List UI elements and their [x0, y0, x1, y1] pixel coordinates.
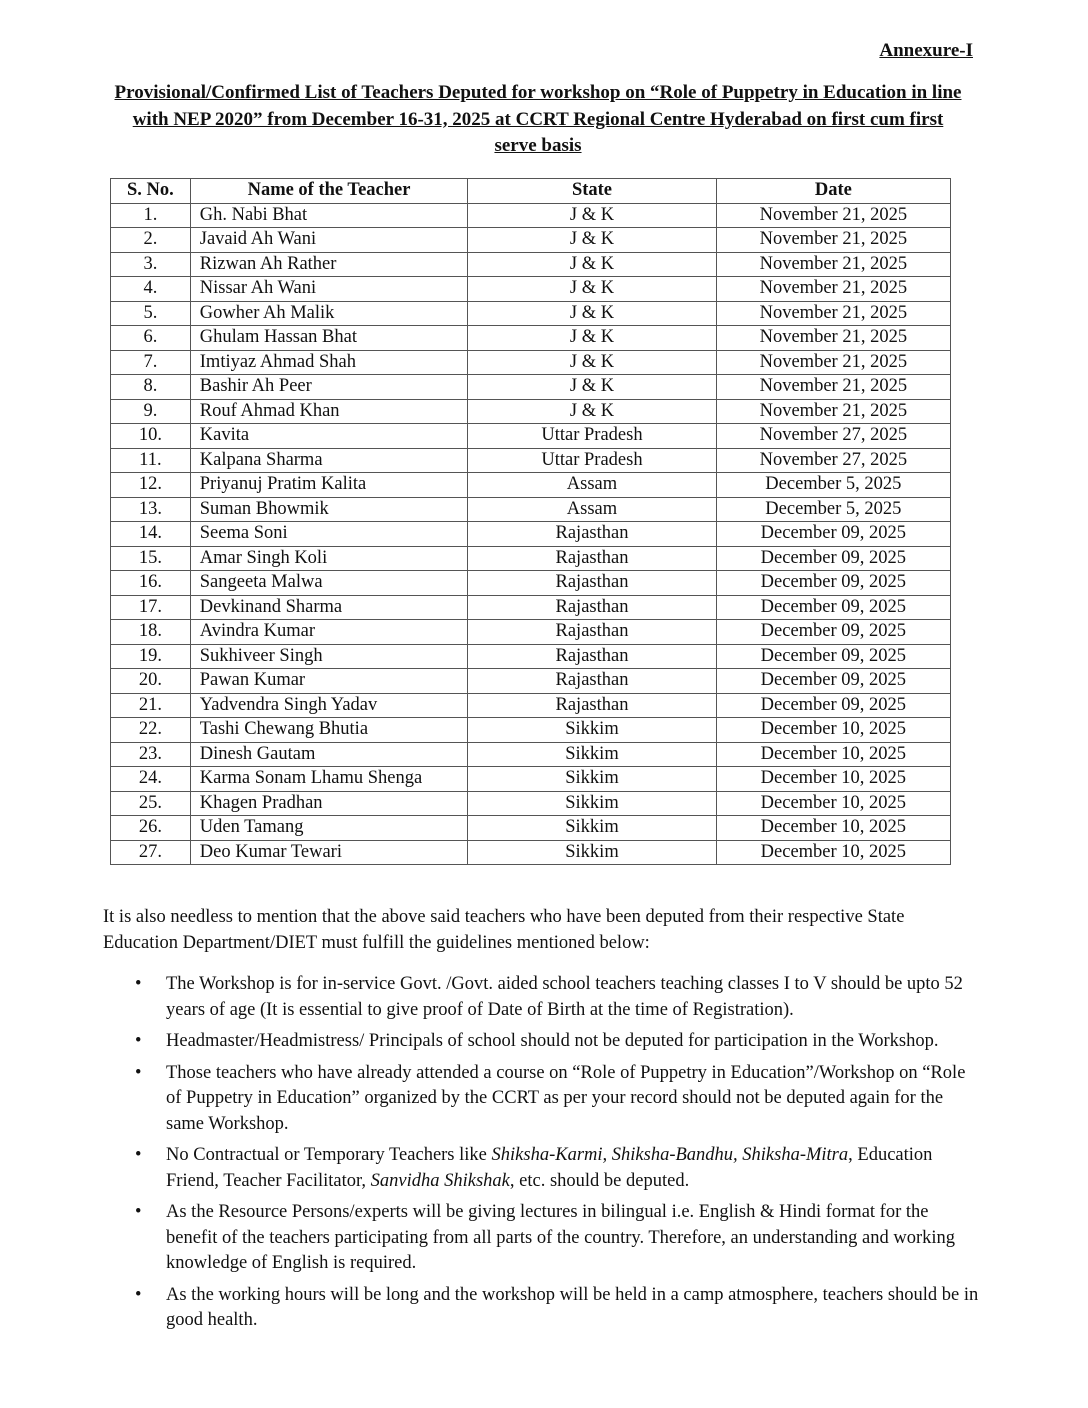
- cell-date: November 21, 2025: [716, 228, 950, 253]
- cell-name: Gh. Nabi Bhat: [190, 203, 468, 228]
- cell-state: Rajasthan: [468, 620, 716, 645]
- cell-name: Avindra Kumar: [190, 620, 468, 645]
- annexure-label: Annexure-I: [879, 40, 973, 61]
- table-row: [111, 252, 951, 277]
- guideline-item: [103, 972, 983, 1023]
- cell-date: November 21, 2025: [716, 326, 950, 351]
- cell-date: December 5, 2025: [716, 473, 950, 498]
- cell-name: Kalpana Sharma: [190, 448, 468, 473]
- cell-sno: 24.: [111, 767, 191, 792]
- cell-date: November 21, 2025: [716, 399, 950, 424]
- cell-name: Amar Singh Koli: [190, 546, 468, 571]
- cell-state: J & K: [468, 252, 716, 277]
- table-row: [111, 473, 951, 498]
- cell-date: November 27, 2025: [716, 448, 950, 473]
- cell-sno: 6.: [111, 326, 191, 351]
- cell-state: J & K: [468, 375, 716, 400]
- bullet-icon: •: [135, 974, 142, 994]
- header-date: Date: [716, 179, 950, 204]
- table-row: [111, 816, 951, 841]
- guideline-text-part: , etc. should be deputed.: [509, 1170, 690, 1191]
- cell-name: Sangeeta Malwa: [190, 571, 468, 596]
- table-row: [111, 669, 951, 694]
- cell-date: November 21, 2025: [716, 301, 950, 326]
- cell-name: Khagen Pradhan: [190, 791, 468, 816]
- cell-date: December 10, 2025: [716, 816, 950, 841]
- cell-sno: 16.: [111, 571, 191, 596]
- cell-date: December 10, 2025: [716, 791, 950, 816]
- cell-name: Devkinand Sharma: [190, 595, 468, 620]
- cell-name: Uden Tamang: [190, 816, 468, 841]
- cell-date: November 21, 2025: [716, 203, 950, 228]
- table-row: [111, 424, 951, 449]
- cell-state: Rajasthan: [468, 644, 716, 669]
- table-row: [111, 595, 951, 620]
- cell-date: December 09, 2025: [716, 669, 950, 694]
- table-row: [111, 693, 951, 718]
- cell-name: Javaid Ah Wani: [190, 228, 468, 253]
- cell-sno: 17.: [111, 595, 191, 620]
- cell-date: December 10, 2025: [716, 840, 950, 865]
- cell-state: Rajasthan: [468, 571, 716, 596]
- cell-name: Gowher Ah Malik: [190, 301, 468, 326]
- cell-state: Rajasthan: [468, 693, 716, 718]
- guideline-item: [103, 1200, 983, 1277]
- cell-sno: 26.: [111, 816, 191, 841]
- table-row: [111, 228, 951, 253]
- table-row: [111, 326, 951, 351]
- cell-name: Priyanuj Pratim Kalita: [190, 473, 468, 498]
- cell-date: December 10, 2025: [716, 718, 950, 743]
- bullet-icon: •: [135, 1145, 142, 1165]
- cell-date: December 09, 2025: [716, 644, 950, 669]
- cell-sno: 10.: [111, 424, 191, 449]
- cell-state: J & K: [468, 203, 716, 228]
- cell-date: December 10, 2025: [716, 767, 950, 792]
- cell-name: Tashi Chewang Bhutia: [190, 718, 468, 743]
- guideline-text: [166, 1145, 932, 1191]
- cell-sno: 21.: [111, 693, 191, 718]
- cell-name: Karma Sonam Lhamu Shenga: [190, 767, 468, 792]
- cell-date: November 27, 2025: [716, 424, 950, 449]
- cell-sno: 25.: [111, 791, 191, 816]
- guideline-text-part: , Education Friend, Teacher Facilitator,: [166, 1145, 933, 1191]
- cell-name: Dinesh Gautam: [190, 742, 468, 767]
- guideline-text: As the working hours will be long and the workshop will be held in a camp atmosphere, teachers should be in good health.: [166, 1284, 979, 1330]
- cell-sno: 20.: [111, 669, 191, 694]
- table-row: [111, 571, 951, 596]
- table-row: [111, 742, 951, 767]
- cell-sno: 4.: [111, 277, 191, 302]
- cell-name: Ghulam Hassan Bhat: [190, 326, 468, 351]
- cell-name: Rouf Ahmad Khan: [190, 399, 468, 424]
- guideline-item: [103, 1061, 983, 1138]
- guideline-italic-term: Sanvidha Shikshak: [370, 1170, 510, 1191]
- cell-state: Sikkim: [468, 718, 716, 743]
- cell-state: Sikkim: [468, 742, 716, 767]
- header-state: State: [468, 179, 716, 204]
- table-row: [111, 399, 951, 424]
- cell-state: Assam: [468, 497, 716, 522]
- intro-paragraph: It is also needless to mention that the above said teachers who have been deputed from their respective State Education Department/DIET must fulfill the guidelines mentioned below:: [103, 907, 905, 953]
- table-row: [111, 203, 951, 228]
- cell-state: J & K: [468, 326, 716, 351]
- table-row: [111, 301, 951, 326]
- table-row: [111, 767, 951, 792]
- bullet-icon: •: [135, 1284, 142, 1305]
- cell-state: J & K: [468, 399, 716, 424]
- cell-sno: 15.: [111, 546, 191, 571]
- guideline-text: The Workshop is for in-service Govt. /Govt. aided school teachers teaching classes I to V should be upto 52 years of age (It is essential to give proof of Date of Birth at the time of Registration).: [166, 974, 963, 1020]
- table-row: [111, 791, 951, 816]
- table-row: [111, 644, 951, 669]
- table-row: [111, 546, 951, 571]
- cell-state: J & K: [468, 350, 716, 375]
- cell-sno: 13.: [111, 497, 191, 522]
- cell-sno: 7.: [111, 350, 191, 375]
- cell-sno: 11.: [111, 448, 191, 473]
- guideline-item: [103, 1029, 983, 1055]
- cell-state: J & K: [468, 228, 716, 253]
- cell-state: Rajasthan: [468, 546, 716, 571]
- bullet-icon: •: [135, 1031, 142, 1051]
- guideline-text: Headmaster/Headmistress/ Principals of school should not be deputed for participation in the Workshop.: [166, 1031, 939, 1051]
- cell-name: Yadvendra Singh Yadav: [190, 693, 468, 718]
- cell-name: Nissar Ah Wani: [190, 277, 468, 302]
- cell-date: December 09, 2025: [716, 595, 950, 620]
- cell-sno: 5.: [111, 301, 191, 326]
- guideline-item: [103, 1143, 983, 1194]
- cell-name: Suman Bhowmik: [190, 497, 468, 522]
- cell-date: November 21, 2025: [716, 252, 950, 277]
- table-row: [111, 620, 951, 645]
- table-row: [111, 840, 951, 865]
- cell-date: December 10, 2025: [716, 742, 950, 767]
- cell-sno: 27.: [111, 840, 191, 865]
- cell-state: Uttar Pradesh: [468, 424, 716, 449]
- table-row: [111, 718, 951, 743]
- guideline-item: [103, 1283, 983, 1334]
- guideline-text-part: No Contractual or Temporary Teachers like: [166, 1145, 492, 1165]
- cell-sno: 1.: [111, 203, 191, 228]
- cell-name: Imtiyaz Ahmad Shah: [190, 350, 468, 375]
- document-title: Provisional/Confirmed List of Teachers Deputed for workshop on “Role of Puppetry in Education in line with NEP 2020” from December 16-31, 2025 at CCRT Regional Centre Hyderabad on first cum first serve basis: [114, 82, 962, 156]
- cell-name: Pawan Kumar: [190, 669, 468, 694]
- cell-state: Assam: [468, 473, 716, 498]
- guideline-text: As the Resource Persons/experts will be giving lectures in bilingual i.e. English & Hindi format for the benefit of the teachers participating from all parts of the country. Therefore, an understanding and working knowledge of English is required.: [166, 1202, 956, 1273]
- cell-state: Sikkim: [468, 840, 716, 865]
- table-row: [111, 375, 951, 400]
- cell-state: Sikkim: [468, 816, 716, 841]
- cell-date: November 21, 2025: [716, 350, 950, 375]
- cell-date: December 09, 2025: [716, 693, 950, 718]
- table-row: [111, 448, 951, 473]
- cell-date: December 09, 2025: [716, 522, 950, 547]
- cell-name: Sukhiveer Singh: [190, 644, 468, 669]
- cell-name: Rizwan Ah Rather: [190, 252, 468, 277]
- table-body: [111, 203, 951, 865]
- cell-state: Rajasthan: [468, 595, 716, 620]
- cell-state: Sikkim: [468, 791, 716, 816]
- cell-sno: 8.: [111, 375, 191, 400]
- bullet-icon: •: [135, 1202, 142, 1222]
- cell-state: Rajasthan: [468, 669, 716, 694]
- cell-sno: 19.: [111, 644, 191, 669]
- cell-date: December 09, 2025: [716, 571, 950, 596]
- table-row: [111, 350, 951, 375]
- guideline-text: Those teachers who have already attended a course on “Role of Puppetry in Education”/Workshop on “Role of Puppetry in Education” organized by the CCRT as per your record should not be deputed again for the same Workshop.: [166, 1062, 966, 1134]
- table-header-row: [111, 179, 951, 204]
- table-row: [111, 522, 951, 547]
- cell-sno: 14.: [111, 522, 191, 547]
- cell-date: November 21, 2025: [716, 375, 950, 400]
- cell-state: J & K: [468, 301, 716, 326]
- cell-sno: 3.: [111, 252, 191, 277]
- guideline-italic-terms: Shiksha-Karmi, Shiksha-Bandhu, Shiksha-Mitra: [491, 1145, 849, 1165]
- cell-sno: 18.: [111, 620, 191, 645]
- header-name: Name of the Teacher: [190, 179, 468, 204]
- cell-date: November 21, 2025: [716, 277, 950, 302]
- cell-sno: 22.: [111, 718, 191, 743]
- cell-state: Sikkim: [468, 767, 716, 792]
- cell-date: December 09, 2025: [716, 620, 950, 645]
- cell-sno: 9.: [111, 399, 191, 424]
- cell-state: Uttar Pradesh: [468, 448, 716, 473]
- guidelines-list: [103, 972, 983, 1340]
- cell-sno: 2.: [111, 228, 191, 253]
- cell-name: Seema Soni: [190, 522, 468, 547]
- cell-sno: 23.: [111, 742, 191, 767]
- table-row: [111, 277, 951, 302]
- bullet-icon: •: [135, 1062, 142, 1083]
- cell-date: December 5, 2025: [716, 497, 950, 522]
- cell-state: J & K: [468, 277, 716, 302]
- cell-state: Rajasthan: [468, 522, 716, 547]
- cell-sno: 12.: [111, 473, 191, 498]
- table-row: [111, 497, 951, 522]
- cell-name: Bashir Ah Peer: [190, 375, 468, 400]
- header-sno: S. No.: [111, 179, 191, 204]
- cell-name: Kavita: [190, 424, 468, 449]
- cell-name: Deo Kumar Tewari: [190, 840, 468, 865]
- teachers-table: [110, 178, 951, 865]
- cell-date: December 09, 2025: [716, 546, 950, 571]
